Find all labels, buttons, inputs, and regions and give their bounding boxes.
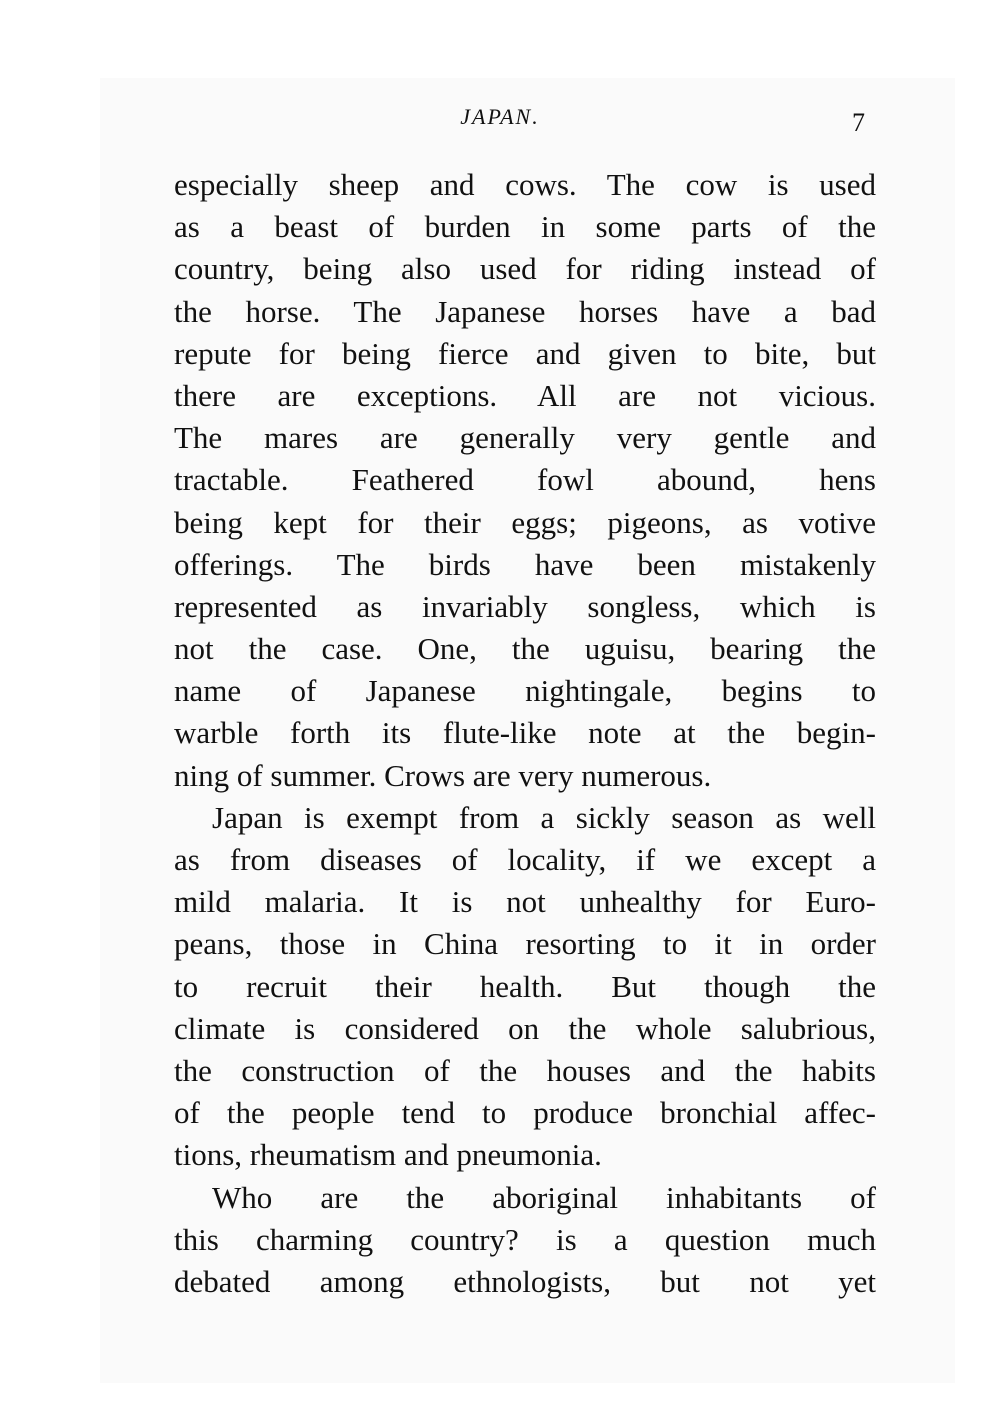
text-line: country, being also used for riding instead of <box>174 251 876 287</box>
text-line: climate is considered on the whole salubrious, <box>174 1010 876 1046</box>
text-line: the construction of the houses and the habits <box>174 1052 876 1088</box>
text-line: The mares are generally very gentle and <box>174 420 876 456</box>
paragraph-start-line: Japan is exempt from a sickly season as well <box>212 799 876 835</box>
text-line: peans, those in China resorting to it in order <box>174 926 876 962</box>
text-line: warble forth its flute-like note at the begin- <box>174 715 876 751</box>
text-line: offerings. The birds have been mistakenly <box>174 546 876 582</box>
text-line: the horse. The Japanese horses have a bad <box>174 293 876 329</box>
text-line: to recruit their health. But though the <box>174 968 876 1004</box>
page-number: 7 <box>852 108 865 137</box>
text-line: name of Japanese nightingale, begins to <box>174 673 876 709</box>
text-line: this charming country? is a question much <box>174 1221 876 1257</box>
text-line: debated among ethnologists, but not yet <box>174 1263 876 1299</box>
text-line: not the case. One, the uguisu, bearing the <box>174 631 876 667</box>
text-line: being kept for their eggs; pigeons, as votive <box>174 504 876 540</box>
text-line: as a beast of burden in some parts of the <box>174 209 876 245</box>
text-line: repute for being fierce and given to bite, but <box>174 335 876 371</box>
running-head: JAPAN. <box>460 104 540 129</box>
text-line: tions, rheumatism and pneumonia. <box>174 1137 602 1173</box>
text-line: of the people tend to produce bronchial affec- <box>174 1095 876 1131</box>
text-line: tractable. Feathered fowl abound, hens <box>174 462 876 498</box>
text-line: especially sheep and cows. The cow is used <box>174 167 876 202</box>
body-text <box>174 164 876 1303</box>
paragraph-start-line: Who are the aboriginal inhabitants of <box>212 1179 876 1215</box>
text-line: as from diseases of locality, if we except a <box>174 842 876 877</box>
text-line: ning of summer. Crows are very numerous. <box>174 757 712 793</box>
text-line: there are exceptions. All are not vicious. <box>174 377 876 413</box>
text-line: represented as invariably songless, which is <box>174 588 876 624</box>
text-line: mild malaria. It is not unhealthy for Euro- <box>174 884 876 920</box>
